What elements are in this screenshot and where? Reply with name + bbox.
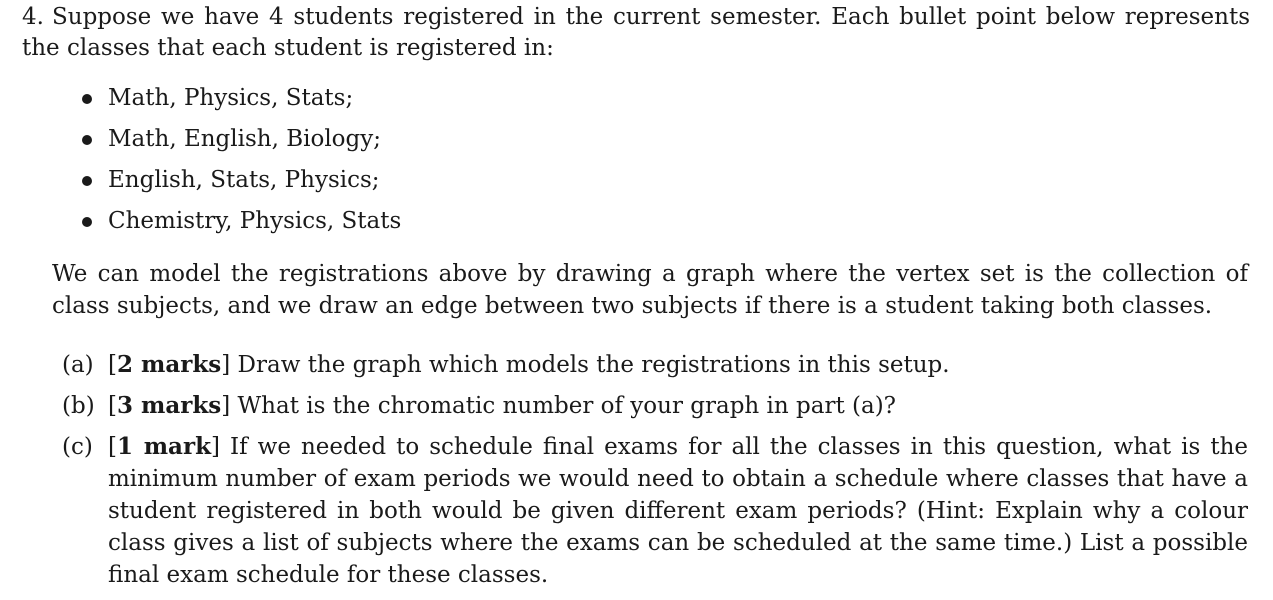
bullet-icon [82, 94, 92, 104]
model-paragraph: We can model the registrations above by drawing a graph where the vertex set is the collection of class subjects, and we draw an edge between two subjects if there is a student taking both classes. [52, 261, 1248, 319]
bullet-icon [82, 217, 92, 227]
part-label: (b) [62, 393, 95, 419]
list-item [82, 83, 401, 124]
part-marks: 3 marks [116, 392, 222, 419]
part-text: What is the chromatic number of your graph in part (a)? [237, 393, 897, 419]
list-item [82, 124, 401, 165]
question-number: 4. [22, 4, 44, 30]
question-intro [22, 2, 1250, 64]
student-classes: English, Stats, Physics; [108, 167, 380, 193]
question-part-c: (c) [1 mark] If we needed to schedule final exams for all the classes in this question, what is the minimum number of exam periods we would need to obtain a schedule where classes that have a student registered in both would be given different exam periods? (Hint: Explain why a colour class gives a list of subjects where the exams can be scheduled at the same time.) List a possible final exam schedule for these classes. [62, 431, 1248, 591]
part-text: Draw the graph which models the registrations in this setup. [237, 352, 950, 378]
list-item [82, 165, 401, 206]
part-marks: 1 mark [116, 433, 212, 460]
question-intro-text: Suppose we have 4 students registered in the current semester. Each bullet point below represents the classes that each student is registered in: [22, 4, 1250, 61]
part-marks: 2 marks [116, 351, 222, 378]
part-label: (a) [62, 352, 94, 378]
question-part-b: (b) [3 marks] What is the chromatic number of your graph in part (a)? [62, 390, 1248, 422]
question-part-a: (a) [2 marks] Draw the graph which models the registrations in this setup. [62, 349, 1248, 381]
student-registration-list [82, 83, 401, 247]
list-item [82, 206, 401, 247]
student-classes: Chemistry, Physics, Stats [108, 208, 402, 234]
bullet-icon [82, 176, 92, 186]
part-text: If we needed to schedule final exams for all the classes in this question, what is the minimum number of exam periods we would need to obtain a schedule where classes that have a student registered in both would be given different exam periods? (Hint: Explain why a colour class gives a list of subjects where the exams can be scheduled at the same time.) List a possible final exam schedule for these classes. [108, 434, 1248, 588]
student-classes: Math, Physics, Stats; [108, 85, 354, 111]
bullet-icon [82, 135, 92, 145]
student-classes: Math, English, Biology; [108, 126, 381, 152]
question-parts [62, 349, 1248, 600]
part-label: (c) [62, 434, 93, 460]
